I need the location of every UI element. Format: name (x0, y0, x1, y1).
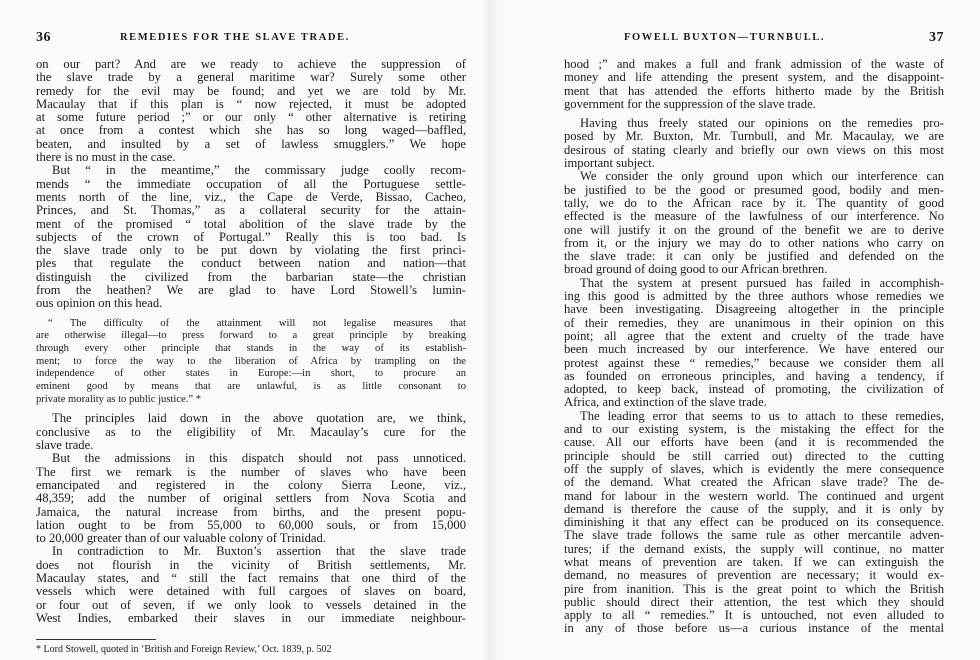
paragraph (36, 58, 466, 164)
text-line: from the heathen? We are glad to have Lord Stowell’s lumin- (36, 284, 466, 298)
text-line: That the system at present pursued has failed in accomphish- (580, 276, 944, 290)
text-line: be justified to be the good or presumed good, bodily and men- (564, 183, 944, 197)
text-line: diminishing it that any effect can be produced on its consequence. (564, 516, 944, 530)
text-line: the slave trade: it can only be justified and defended on the (564, 250, 944, 264)
text-line: adopted, to keep back, instead of promoting, the civilization of (564, 383, 944, 397)
text-line: on our part? And are we ready to achieve the suppression of (36, 58, 466, 71)
quote-line: eminent good by means that are unlawful, is as little consonant to (36, 381, 466, 393)
text-line: broad ground of doing good to our African brethren. (564, 263, 828, 277)
text-line: Macaulay states, and “ still the fact remains that one third of the (36, 572, 466, 586)
paragraph (36, 452, 466, 545)
text-line: slave trade. (36, 439, 94, 453)
text-line: protest against these “ remedies,” because we consider them all (564, 356, 944, 370)
text-line: mand for labour in the western world. The continued and urgent (564, 489, 944, 503)
text-line: or four out of seven, if we only look to vessels detained in the (36, 598, 466, 612)
page-number: 37 (929, 30, 944, 45)
text-line: government for the suppression of the slave trade. (564, 97, 816, 111)
quote-line: independence of other states in Europe:—in short, to procure an (36, 368, 466, 380)
text-line: of their remedies, they are unanimous in their opinion on this (564, 316, 944, 330)
text-line: there is no must in the case. (36, 151, 176, 165)
text-line: in any of those before us—a curious instance of the mental (564, 622, 944, 636)
text-line: We consider the only ground upon which our interference can (580, 170, 944, 184)
text-line: what means of prevention are taken. If we can extinguish the (564, 555, 944, 569)
text-line: hood ;” and makes a full and frank admission of the waste of (564, 58, 944, 71)
paragraph (564, 117, 944, 170)
text-line: as founded on erroneous principles, and having a tendency, if (564, 369, 944, 383)
text-line: Macaulay that if this plan is “ now rejected, it must be adopted (36, 97, 466, 111)
text-line: important subject. (564, 157, 655, 171)
text-line: West Indies, embarked their slaves in our immediate neighbour- (36, 611, 466, 625)
text-line: In contradiction to Mr. Buxton’s assertion that the slave trade (52, 545, 466, 559)
text-line: conclusive as to the eligibility of Mr. Macaulay’s cure for the (36, 425, 466, 439)
text-line: The slave trade follows the same rule as other mercantile adven- (564, 529, 944, 543)
right-page (490, 0, 980, 660)
paragraph (564, 58, 944, 111)
text-line: lation ought to be from 55,000 to 60,000 souls, or from 15,000 (36, 518, 466, 532)
text-line: the slave trade only to be put down by violating the first princi- (36, 244, 466, 258)
page-number: 36 (36, 30, 51, 45)
text-line: remedy for the evil may be found; and yet we are told by Mr. (36, 84, 466, 98)
text-line: ples that regulate the conduct between nation and nation—that (36, 257, 466, 271)
text-line: The principles laid down in the above quotation are, we think, (52, 412, 466, 426)
text-line: demand, no measures of prevention are necessary; it would ex- (564, 569, 944, 583)
text-line: off the supply of slaves, which is evidently the mere consequence (564, 462, 944, 476)
text-line: Having thus freely stated our opinions on the remedies pro- (580, 117, 944, 131)
footnote-rule (36, 639, 156, 640)
text-line: vessels which were detained with full cargoes of slaves on board, (36, 585, 466, 599)
text-line: one will justify it on the ground of the benefit we are to derive (564, 223, 944, 237)
text-line: public should direct their attention, the test which they should (564, 595, 944, 609)
text-line: The first we remark is the number of slaves who have been (36, 465, 466, 479)
text-line: emancipated and registered in the colony Sierra Leone, viz., (36, 478, 466, 492)
paragraph (564, 410, 944, 636)
text-line: have been investigating. Disagreeing altogether in the principle (564, 303, 944, 317)
paragraph (36, 164, 466, 310)
quote-line: ment; to force the way to the liberation of Africa by trampling on the (36, 355, 466, 367)
text-line: mends “ the immediate occupation of all the Portuguese settle- (36, 177, 466, 191)
running-head: REMEDIES FOR THE SLAVE TRADE. (120, 32, 350, 43)
paragraph (36, 545, 466, 625)
text-line: principle should be still carried out) directed to the cutting (564, 449, 944, 463)
quote-line: are otherwise illegal—to press forward to a great principle by breaking (36, 330, 466, 342)
text-line: ing this good is admitted by the three authors whose remedies we (564, 290, 944, 304)
footnote: * Lord Stowell, quoted in ‘British and Foreign Review,’ Oct. 1839, p. 502 (36, 644, 332, 656)
text-line: from it, or the injury we may do to other nations who carry on (564, 236, 944, 250)
text-line: tally, we do to the African race by it. The quantity of good (564, 196, 944, 210)
text-line: ment that has attended the efforts hitherto made by the British (564, 84, 944, 98)
text-line: to 20,000 greater than of our valuable colony of Trinidad. (36, 532, 326, 546)
text-line: money and life attending the present system, and the disappoint- (564, 71, 944, 85)
text-line: pire from inanition. This is the great point to which the British (564, 582, 944, 596)
text-line: distinguish the civilized from the barbarian state—the christian (36, 270, 466, 284)
paragraph (564, 277, 944, 410)
right-page-header (564, 30, 944, 52)
quote-line: “ The difficulty of the attainment will not legalise measures that (48, 317, 466, 329)
text-line: ment of the promised “ total abolition of the slave trade by the (36, 217, 466, 231)
text-line: posed by Mr. Buxton, Mr. Turnbull, and Mr. Macaulay, we are (564, 130, 944, 144)
text-line: point; all agree that the extent and cruelty of the trade have (564, 329, 944, 343)
text-line: cause. All our efforts have been (and it is recommended the (564, 436, 944, 450)
quote-line: private morality as to public justice.” * (36, 393, 202, 405)
text-line: But “ in the meantime,” the commissary judge coolly recom- (52, 164, 466, 178)
text-line: ous opinion on this head. (36, 297, 163, 311)
text-line: Jamaica, the natural increase from births, and the present popu- (36, 505, 466, 519)
text-line: ments north of the line, viz., the Cape de Verde, Bissao, Cacheo, (36, 190, 466, 204)
paragraph (36, 412, 466, 452)
left-page-header (36, 30, 466, 52)
text-line: at once from a contest which she has so long waged—baffled, (36, 124, 466, 138)
text-line: the slave trade by a general maritime war? Surely some other (36, 71, 466, 85)
paragraph (564, 170, 944, 276)
text-line: apply to all “ remedies.” It is untouched, not even alluded to (564, 609, 944, 623)
block-quote (36, 318, 466, 407)
text-line: beaten, and insulted by a set of lawless smugglers.” We hope (36, 137, 466, 151)
text-line: does not flourish in the vicinity of British settlements, Mr. (36, 558, 466, 572)
text-line: at some future period ;” or our only “ other alternative is retiring (36, 111, 466, 125)
quote-line: through every other principle that stands in the way of its establish- (36, 343, 466, 355)
text-line: 48,359; add the number of original settlers from Nova Scotia and (36, 492, 466, 506)
text-line: The leading error that seems to us to attach to these remedies, (580, 409, 944, 423)
text-line: subjects of the crown of Portugal.” Really this is too bad. Is (36, 230, 466, 244)
text-line: demand is therefore the cause of the supply, and it is only by (564, 502, 944, 516)
text-line: been much increased by our interference. We have entered our (564, 343, 944, 357)
text-line: effected is the measure of the lawfulness of our interference. No (564, 210, 944, 224)
text-line: tures; if the demand exists, the supply will continue, no matter (564, 542, 944, 556)
running-head: FOWELL BUXTON—TURNBULL. (624, 32, 826, 43)
text-line: Princes, and St. Thomas,” as a collateral security for the attain- (36, 204, 466, 218)
text-line: Africa, and extinction of the slave trade. (564, 396, 767, 410)
text-line: and to our existing system, is the mistaking the effect for the (564, 423, 944, 437)
text-line: desirous of stating clearly and briefly our own views on this most (564, 143, 944, 157)
text-line: of the demand. What created the African slave trade? The de- (564, 476, 944, 490)
text-line: But the admissions in this dispatch should not pass unnoticed. (52, 452, 466, 466)
